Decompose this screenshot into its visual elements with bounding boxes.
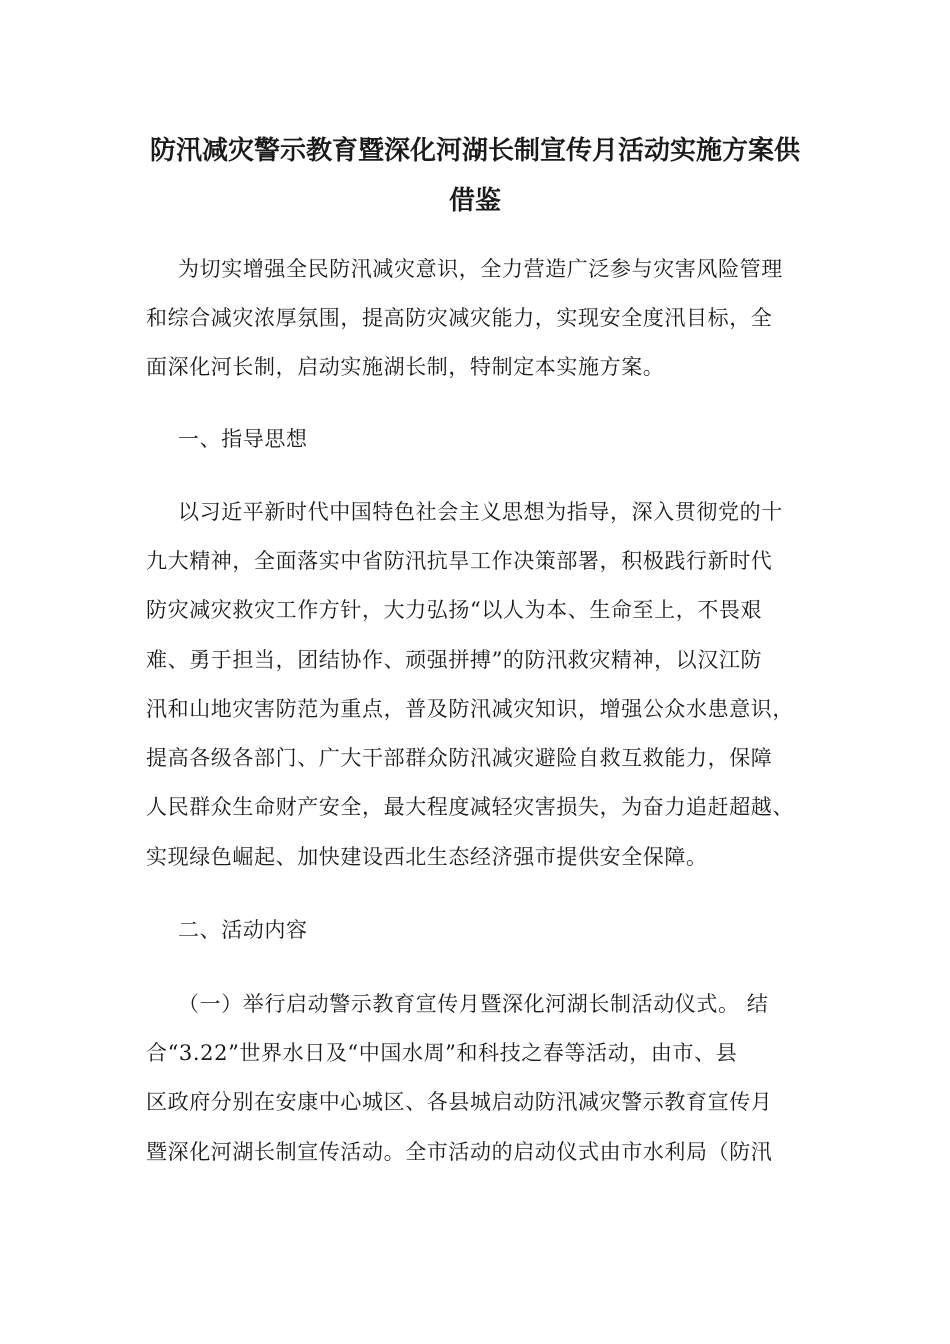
section-1-paragraph-line: 汛和山地灾害防范为重点，普及防汛减灾知识，增强公众水患意识， [146,697,794,721]
section-1-paragraph-line: 提高各级各部门、广大干部群众防汛减灾避险自救互救能力，保障 [146,746,773,770]
section-1-paragraph-line: 防灾减灾救灾工作方针，大力弘扬“以人为本、生命至上，不畏艰 [146,598,763,622]
intro-paragraph-line: 和综合减灾浓厚氛围，提高防灾减灾能力，实现安全度汛目标，全 [146,306,773,330]
section-2-paragraph-line: 暨深化河湖长制宣传活动。全市活动的启动仪式由市水利局（防汛 [146,1140,773,1164]
intro-paragraph-line: 为切实增强全民防汛减灾意识，全力营造广泛参与灾害风险管理 [178,257,783,281]
section-2-heading: 二、活动内容 [178,918,308,942]
document-title-line-2: 借鉴 [448,186,501,216]
section-2-paragraph-line: 合“3.22”世界水日及“中国水周”和科技之春等活动，由市、县 [146,1041,738,1065]
document-title-line-1: 防汛减灾警示教育暨深化河湖长制宣传月活动实施方案供 [149,136,800,166]
section-1-paragraph-line: 九大精神，全面落实中省防汛抗旱工作决策部署，积极践行新时代 [146,549,773,573]
section-1-paragraph-line: 实现绿色崛起、加快建设西北生态经济强市提供安全保障。 [146,845,708,869]
section-1-heading: 一、指导思想 [178,427,308,451]
section-2-paragraph-line: （一）举行启动警示教育宣传月暨深化河湖长制活动仪式。 结 [178,992,769,1016]
intro-paragraph-line: 面深化河长制，启动实施湖长制，特制定本实施方案。 [146,355,665,379]
section-1-paragraph-line: 人民群众生命财产安全，最大程度减轻灾害损失，为奋力追赶超越、 [146,795,794,819]
section-1-paragraph-line: 以习近平新时代中国特色社会主义思想为指导，深入贯彻党的十 [178,500,783,524]
section-2-paragraph-line: 区政府分别在安康中心城区、各县城启动防汛减灾警示教育宣传月 [146,1090,773,1114]
section-1-paragraph-line: 难、勇于担当，团结协作、顽强拼搏”的防汛救灾精神，以汉江防 [146,648,763,672]
